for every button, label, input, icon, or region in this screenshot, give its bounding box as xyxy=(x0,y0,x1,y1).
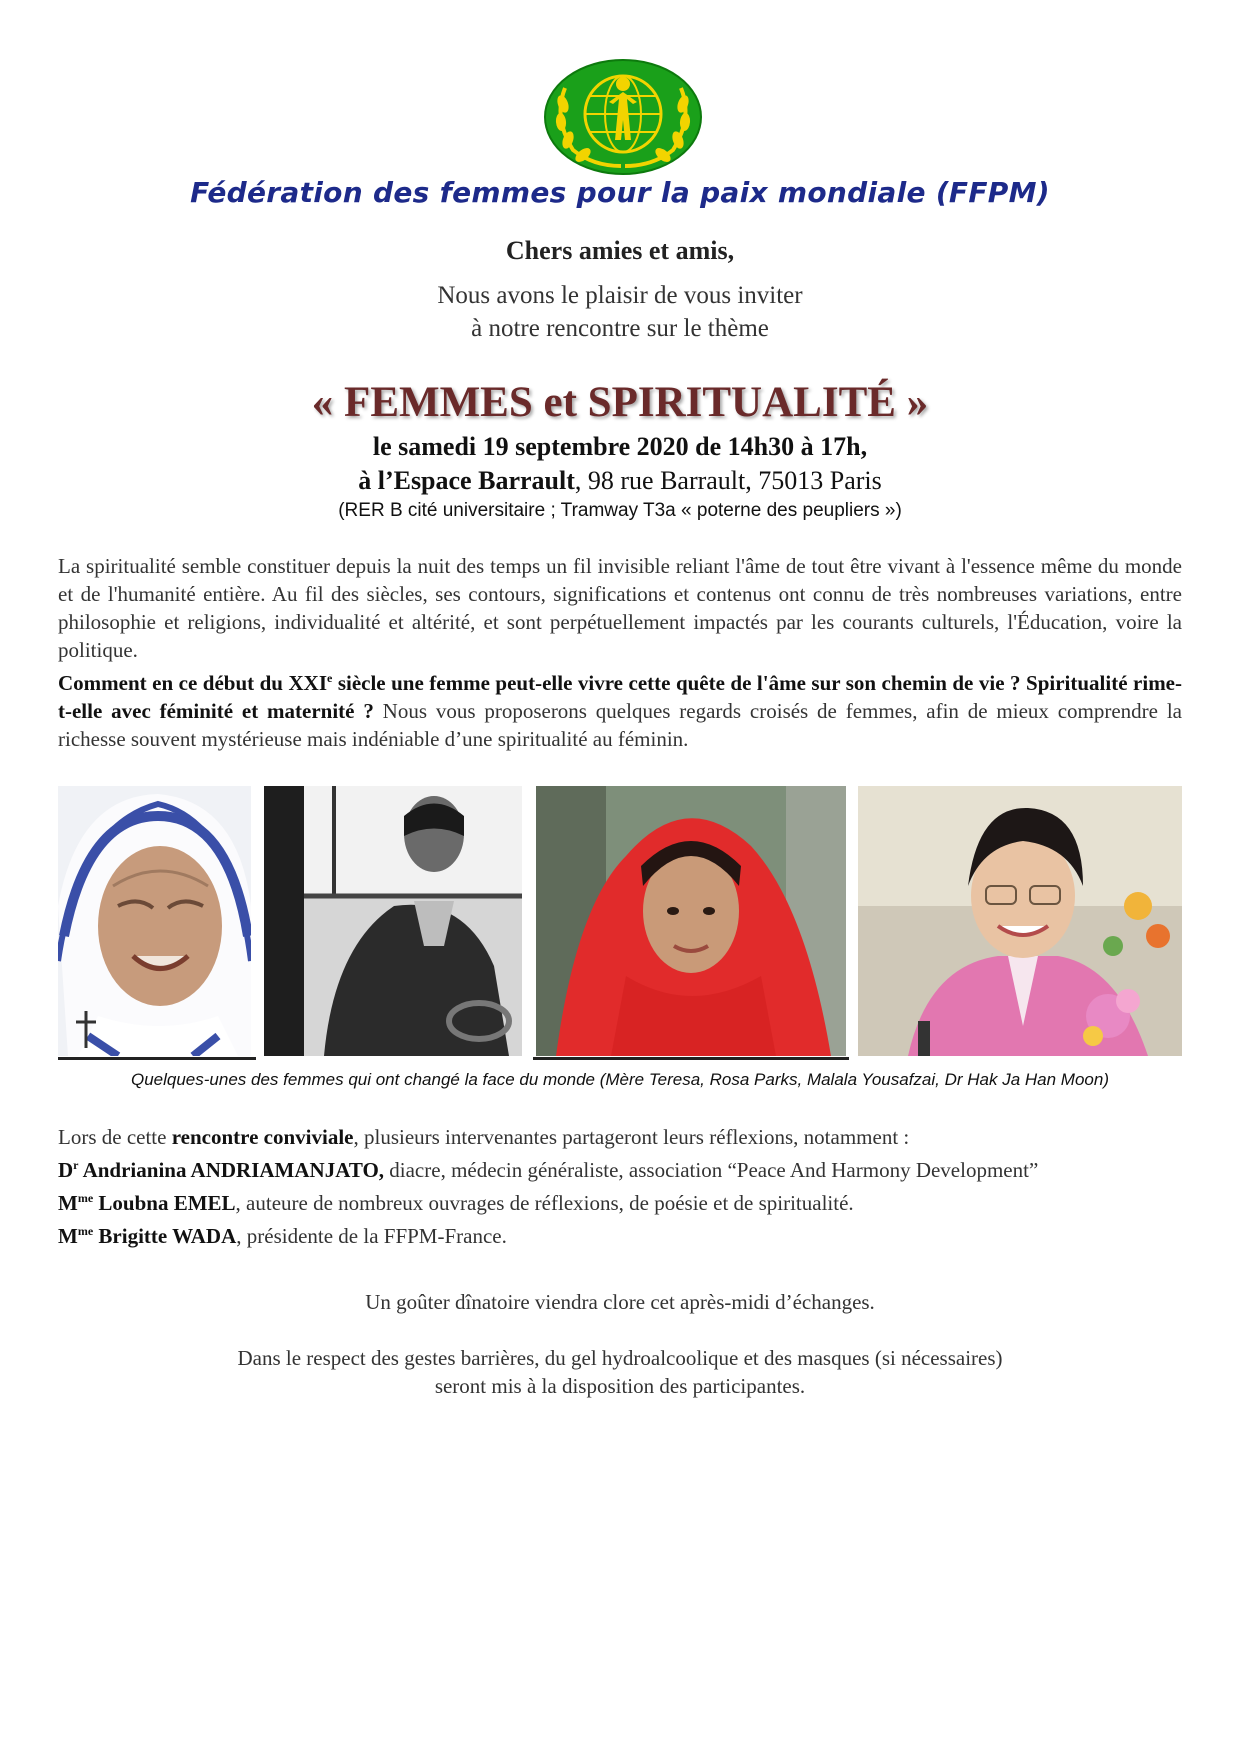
speaker-1: $D^r$ Andrianina ANDRIAMANJATO, diacre, médecin généraliste, association “Peace And Harmony Development” xyxy=(58,1158,1039,1182)
venue-name: à l’Espace Barrault xyxy=(358,466,575,495)
speaker-2: $M^{me}$ Loubna EMEL, auteure de nombreux ouvrages de réflexions, de poésie et de spiritualité. xyxy=(58,1191,854,1215)
event-date: le samedi 19 septembre 2020 de 14h30 à 17h, xyxy=(372,432,868,461)
barriers-note-line-1: Dans le respect des gestes barrières, du gel hydroalcoolique et des masques (si nécessaires) xyxy=(237,1346,1003,1370)
photo-caption: Quelques-unes des femmes qui ont changé la face du monde (Mère Teresa, Rosa Parks, Malala Yousafzai, Dr Hak Ja Han Moon) xyxy=(130,1070,1109,1089)
intro-question: Comment en ce début du XXIe siècle une femme peut-elle vivre cette quête de l'âme sur son chemin de vie ? Spiritualité rime-t-elle avec féminité et maternité ? xyxy=(58,671,1182,723)
invitation-line-2: à notre rencontre sur le thème xyxy=(471,315,769,342)
photo-strip xyxy=(58,786,1182,1062)
intro-text xyxy=(58,552,1182,753)
photo-underline-3 xyxy=(533,1057,849,1060)
invitation-line-1: Nous avons le plaisir de vous inviter xyxy=(437,282,803,309)
barriers-note-line-2: seront mis à la disposition des participantes. xyxy=(434,1374,806,1398)
speakers-intro: Lors de cette rencontre conviviale, plusieurs intervenantes partageront leurs réflexions, notamment : xyxy=(58,1125,910,1149)
event-title: « FEMMES et SPIRITUALITÉ » xyxy=(311,379,929,426)
photo-rosa-parks xyxy=(264,786,522,1056)
photo-malala-yousafzai xyxy=(536,786,846,1056)
photo-underline-1 xyxy=(58,1057,256,1060)
event-transport: (RER B cité universitaire ; Tramway T3a « poterne des peupliers ») xyxy=(338,500,902,521)
speaker-3: $M^{me}$ Brigitte WADA, présidente de la FFPM-France. xyxy=(58,1224,507,1248)
snack-note: Un goûter dînatoire viendra clore cet après-midi d’échanges. xyxy=(365,1290,875,1314)
venue-address: , 98 rue Barrault, 75013 Paris xyxy=(574,466,882,495)
speakers-section xyxy=(58,1123,1182,1250)
greeting: Chers amies et amis, xyxy=(505,236,735,265)
intro-paragraph-2-end: Nous vous proposerons quelques regards croisés de femmes, afin de mieux comprendre la richesse souvent mystérieuse mais indéniable d’une spiritualité au féminin. xyxy=(58,699,1182,751)
event-place xyxy=(0,466,1240,496)
intro-paragraph-1: La spiritualité semble constituer depuis la nuit des temps un fil invisible reliant l'âme de tout être vivant à l'essence même du monde et de l'humanité entière. Au fil des siècles, ses contours, significations et contenus ont connu de très nombreuses variations, entre philosophie et religions, individualité et altérité, et sont perpétuellement impactés par les courants culturels, l'Éducation, voire la politique. xyxy=(58,554,1182,662)
photo-mother-teresa xyxy=(58,786,251,1056)
organization-title: Fédération des femmes pour la paix mondiale (FFPM) xyxy=(190,176,1050,209)
photo-hak-ja-han-moon xyxy=(858,786,1182,1056)
ffpm-logo-icon xyxy=(543,58,703,176)
